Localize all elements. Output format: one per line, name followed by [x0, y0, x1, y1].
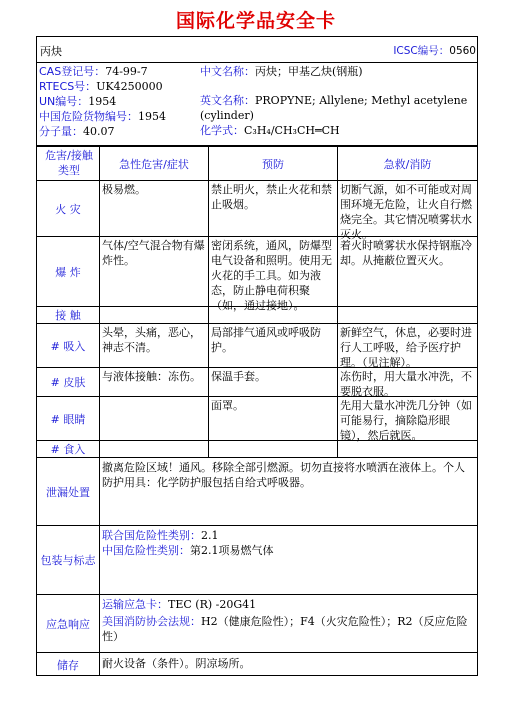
- fire-hazard: 极易燃。: [102, 183, 146, 196]
- row-label-contact: 接 触: [55, 309, 81, 322]
- fire-firstaid: 切断气源，如不可能或对周围环境无危险，让火自行燃烧完全。其它情况喷雾状水灭火。: [340, 183, 472, 241]
- page-title: 国际化学品安全卡: [175, 10, 336, 32]
- row-label-fire: 火 灾: [55, 202, 81, 216]
- explosion-prevention: 密闭系统，通风，防爆型电气设备和照明。使用无火花的手工具。如为液态，防止静电荷积聚（如，通过接地）。: [211, 239, 332, 312]
- row-line: [37, 525, 477, 526]
- nfpa-label: 美国消防协会法规：: [102, 615, 201, 628]
- spill-text: 撤离危险区域！通风。移除全部引燃源。切勿直接将水喷洒在液体上。个人防护用具：化学防护服包括自给式呼吸器。: [102, 461, 465, 489]
- cas-value: 74-99-7: [105, 65, 148, 78]
- inhalation-firstaid: 新鲜空气，休息，必要时进行人工呼吸，给予医疗护理。（见注解）。: [340, 326, 472, 369]
- skin-hazard: 与液体接触：冻伤。: [102, 370, 201, 383]
- cn-class-value: 第2.1项易燃气体: [190, 544, 274, 557]
- card-label: 运输应急卡：: [102, 598, 168, 611]
- eyes-firstaid: 先用大量水冲洗几分钟（如可能易行，摘除隐形眼镜），然后就医。: [340, 399, 472, 442]
- packaging-block: [102, 528, 474, 558]
- header-type: 危害/接触类型: [45, 149, 93, 177]
- col-line: [337, 146, 338, 458]
- cas-label: CAS登记号：: [39, 65, 106, 78]
- row-line: [37, 594, 477, 595]
- cn-name-value: 丙炔；甲基乙炔(钢瓶): [255, 65, 363, 78]
- formula-value: C₃H₄/CH₃CH═CH: [244, 124, 340, 137]
- identifiers-block: [39, 64, 199, 144]
- skin-firstaid: 冻伤时，用大量水冲洗，不要脱衣服。: [340, 370, 472, 398]
- mw-value: 40.07: [83, 125, 115, 138]
- rtecs-label: RTECS号：: [39, 80, 97, 93]
- divider: [37, 145, 477, 147]
- icsc-number: [360, 44, 476, 59]
- card-value: TEC (R) -20G41: [168, 598, 257, 611]
- row-label-skin: # 皮肤: [50, 376, 86, 389]
- header-firstaid: 急救/消防: [383, 158, 432, 171]
- row-label-inhalation: # 吸入: [50, 339, 86, 353]
- inhalation-hazard: 头晕，头痛，恶心，神志不清。: [102, 326, 201, 354]
- col-line: [208, 146, 209, 458]
- eyes-prevention: 面罩。: [211, 399, 244, 412]
- formula-label: 化学式：: [200, 124, 244, 137]
- row-line: [37, 457, 477, 458]
- icsc-label: ICSC编号：: [393, 45, 450, 57]
- mw-label: 分子量：: [39, 125, 83, 138]
- un-class-label: 联合国危险性类别：: [102, 529, 201, 542]
- en-name-value: PROPYNE; Allylene; Methyl acetylene (cylinder): [200, 94, 468, 122]
- header-prevention: 预防: [262, 158, 284, 171]
- un-class-value: 2.1: [201, 529, 219, 542]
- row-label-explosion: 爆 炸: [55, 265, 81, 279]
- row-label-ingestion: # 食入: [50, 443, 86, 456]
- row-label-spill: 泄漏处置: [46, 485, 90, 499]
- cn-number-value: 1954: [138, 110, 166, 123]
- fire-prevention: 禁止明火，禁止火花和禁止吸烟。: [211, 183, 332, 211]
- row-line: [37, 323, 477, 324]
- un-label: UN编号：: [39, 95, 89, 108]
- cn-number-label: 中国危险货物编号：: [39, 110, 138, 123]
- nfpa-value: H2（健康危险性）；F4（火灾危险性）；R2（反应危险性）: [102, 615, 468, 643]
- un-value: 1954: [88, 95, 117, 108]
- row-label-eyes: # 眼睛: [50, 412, 86, 426]
- cn-name-label: 中文名称：: [200, 65, 255, 78]
- col-line: [99, 146, 100, 676]
- row-line: [37, 652, 477, 653]
- storage-text: 耐火设备（条件）。阴凉场所。: [102, 657, 251, 670]
- row-line: [37, 180, 477, 181]
- header-hazard: 急性危害/症状: [119, 158, 189, 171]
- rtecs-value: UK4250000: [96, 80, 163, 93]
- row-label-emergency: 应急响应: [46, 617, 90, 631]
- explosion-firstaid: 着火时喷雾状水保持钢瓶冷却。从掩蔽位置灭火。: [340, 239, 472, 267]
- en-name-label: 英文名称：: [200, 94, 255, 107]
- cn-class-label: 中国危险性类别：: [102, 544, 190, 557]
- substance-name: 丙炔: [40, 45, 62, 58]
- icsc-value: 0560: [449, 45, 476, 57]
- names-block: [200, 64, 476, 144]
- skin-prevention: 保温手套。: [211, 370, 266, 383]
- row-label-packaging: 包装与标志: [40, 554, 96, 567]
- explosion-hazard: 气体/空气混合物有爆炸性。: [102, 239, 205, 267]
- inhalation-prevention: 局部排气通风或呼吸防护。: [211, 326, 321, 354]
- divider: [37, 62, 477, 63]
- row-label-storage: 储存: [57, 658, 79, 672]
- emergency-block: [102, 597, 474, 644]
